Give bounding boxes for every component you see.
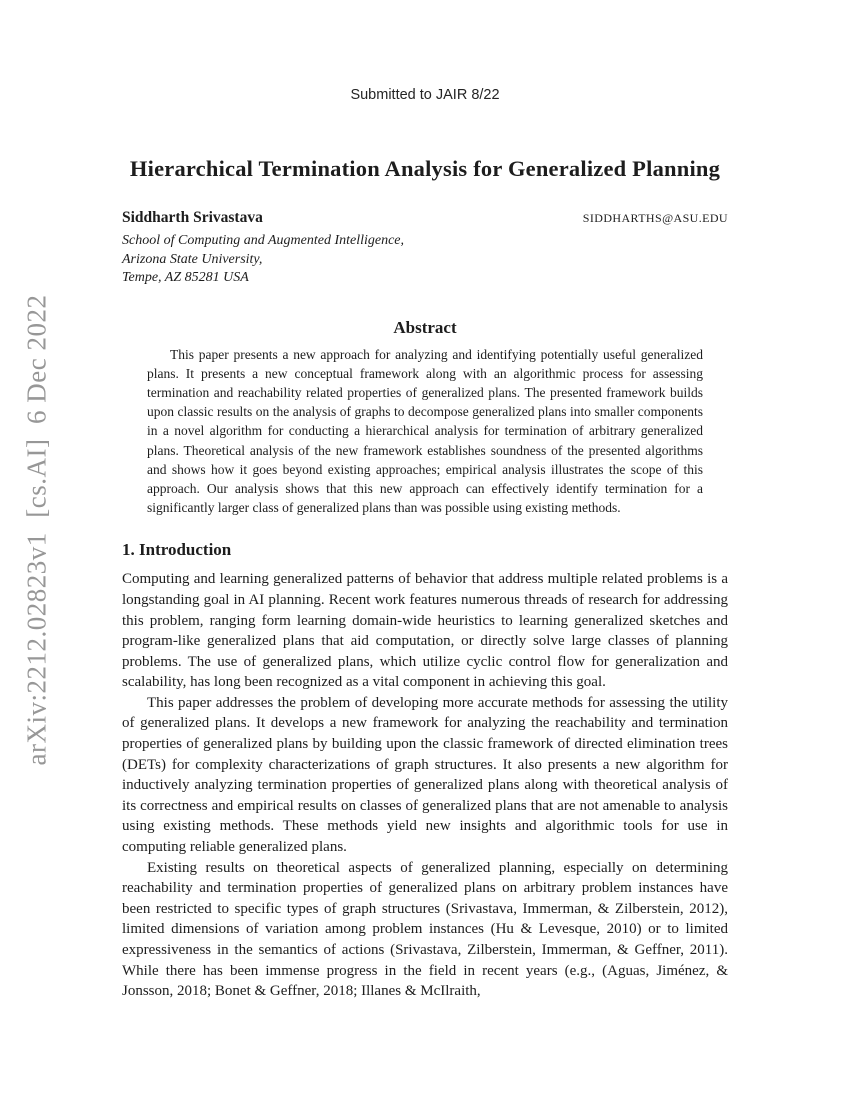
- submission-note: Submitted to JAIR 8/22: [350, 87, 500, 103]
- arxiv-watermark: arXiv:2212.02823v1 [cs.AI] 6 Dec 2022: [21, 294, 52, 766]
- author-affiliation: [122, 232, 728, 288]
- abstract-heading: Abstract: [393, 317, 457, 337]
- affiliation-line-department: School of Computing and Augmented Intelligence,: [122, 233, 405, 248]
- section-heading-introduction: 1. Introduction: [122, 540, 232, 560]
- author-email: SIDDHARTHS@ASU.EDU: [582, 211, 728, 225]
- abstract-text: This paper presents a new approach for analyzing and identifying potentially useful generalized plans. It presents a new conceptual framework along with an algorithmic process for assessing termination and reachability related properties of generalized plans. The presented framework builds upon classic results on the analysis of graphs to decompose generalized plans into smaller components in a novel algorithm for conducting a hierarchical analysis for termination of arbitrary generalized plans. Theoretical analysis of the new framework establishes soundness of the presented algorithms and shows how it goes beyond existing approaches; empirical analysis illustrates the scope of this approach. Our analysis shows that this new approach can effectively identify termination for a significantly larger class of generalized plans than was possible using existing methods.: [147, 346, 703, 516]
- affiliation-line-university: Arizona State University,: [122, 251, 263, 267]
- introduction-paragraph-2: This paper addresses the problem of developing more accurate methods for assessing the utility of generalized plans. It develops a new framework for analyzing the reachability and termination properties of generalized plans by building upon the classic framework of directed elimination trees (DETs) for complexity characterizations of graph structures. It also presents a new algorithm for inductively analyzing termination properties of generalized plans along with theoretical analysis of its correctness and empirical results on classes of generalized plans that are not amenable to analysis using existing methods. These methods yield new insights and algorithmic tools for use in computing reliable generalized plans.: [122, 694, 728, 856]
- author-row: [122, 209, 728, 227]
- introduction-paragraph-3: Existing results on theoretical aspects of generalized planning, especially on determining reachability and termination properties of generalized plans on arbitrary problem instances have been restricted to specific types of graph structures (Srivastava, Immerman, & Zilberstein, 2012), limited dimensions of variation among problem instances (Hu & Levesque, 2010) or to limited expressiveness in the semantics of actions (Srivastava, Zilberstein, Immerman, & Geffner, 2011). While there has been immense progress in the field in recent years (e.g., (Aguas, Jiménez, & Jonsson, 2018; Bonet & Geffner, 2018; Illanes & McIlraith,: [122, 859, 728, 1000]
- introduction-paragraph-1: Computing and learning generalized patterns of behavior that address multiple related problems is a longstanding goal in AI planning. Recent work features numerous threads of research for addressing this problem, ranging form learning domain-wide heuristics to learning generalized sketches and program-like generalized plans that aid computation, or directly solve large classes of planning problems. The use of generalized plans, which utilize cyclic control flow for generalization and scalability, has long been recognized as a vital component in achieving this goal.: [122, 571, 728, 691]
- affiliation-line-city: Tempe, AZ 85281 USA: [122, 270, 249, 285]
- author-name: Siddharth Srivastava: [122, 209, 263, 226]
- paper-title: Hierarchical Termination Analysis for Generalized Planning: [129, 156, 721, 181]
